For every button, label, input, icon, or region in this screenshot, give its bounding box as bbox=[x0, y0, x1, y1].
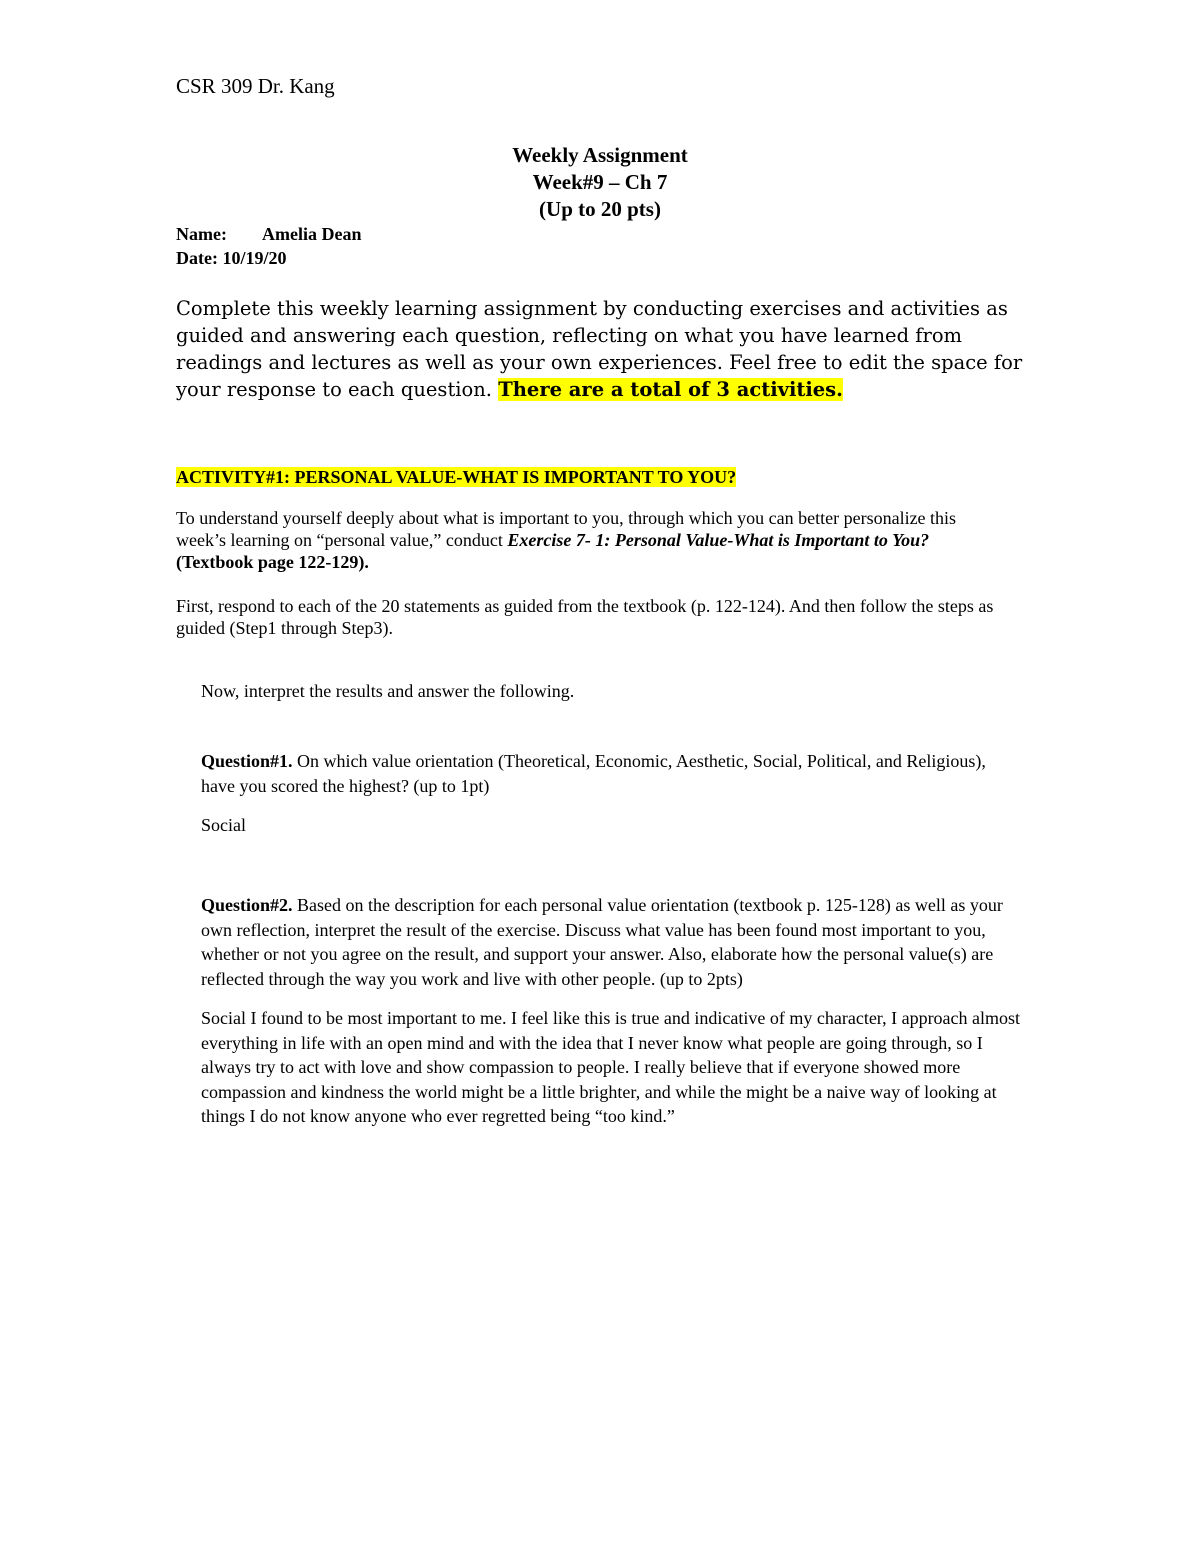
question-2 bbox=[201, 893, 1021, 991]
answer-2[interactable]: Social I found to be most important to me. I feel like this is true and indicative of my character, I approach almost everything in life with an open mind and with the idea that I never know what people are going through, so I always try to act with love and show compassion to people. I really believe that if everyone showed more compassion and kindness the world might be a little brighter, and while the might be a naive way of looking at things I do not know anyone who ever regretted being “too kind.” bbox=[201, 1008, 1021, 1126]
title-line-3: (Up to 20 pts) bbox=[539, 197, 661, 221]
activity-1-heading bbox=[176, 465, 736, 489]
exercise-title: Exercise 7- 1: Personal Value-What is Important to You? bbox=[507, 530, 930, 550]
intro-paragraph bbox=[176, 295, 1036, 403]
name-label: Name: bbox=[176, 224, 227, 244]
activity-1-steps: First, respond to each of the 20 statements as guided from the textbook (p. 122-124). And then follow the steps as guided (Step1 through Step3). bbox=[176, 596, 994, 638]
instructions-text: To understand yourself deeply about what is important to you, through which you can better personalize this week’s learning on “personal value,” conduct bbox=[176, 508, 957, 550]
answer-1[interactable]: Social bbox=[201, 815, 246, 835]
question-2-text: Based on the description for each personal value orientation (textbook p. 125-128) as well as your own reflection, interpret the result of the exercise. Discuss what value has been found most important to you, whether or not you agree on the result, and support your answer. Also, elaborate how the personal value(s) are reflected through the way you work and live with other people. (up to 2pts) bbox=[201, 895, 1003, 989]
question-1-text: On which value orientation (Theoretical, Economic, Aesthetic, Social, Political, and Religious), have you scored the highest? (up to 1pt) bbox=[201, 751, 986, 796]
activity-1-instructions bbox=[176, 507, 1006, 573]
activity-1-heading-text: ACTIVITY#1: PERSONAL VALUE-WHAT IS IMPORTANT TO YOU? bbox=[176, 467, 737, 487]
textbook-pages: (Textbook page 122-129). bbox=[176, 552, 369, 572]
date-row bbox=[176, 246, 361, 270]
title-line-2: Week#9 – Ch 7 bbox=[532, 170, 668, 194]
question-2-label: Question#2. bbox=[201, 895, 293, 915]
date-value: 10/19/20 bbox=[222, 248, 287, 268]
interpret-prompt: Now, interpret the results and answer the following. bbox=[201, 681, 575, 701]
activities-count-highlight: There are a total of 3 activities. bbox=[498, 378, 843, 401]
name-row bbox=[176, 222, 361, 246]
intro-text: Complete this weekly learning assignment by conducting exercises and activities as guided and answering each question, reflecting on what you have learned from readings and lectures as well as your own experiences. Feel free to edit the space for your response to each question. bbox=[176, 297, 1023, 401]
question-1 bbox=[201, 749, 991, 799]
name-value: Amelia Dean bbox=[262, 224, 362, 244]
date-label: Date: bbox=[176, 248, 218, 268]
title-line-1: Weekly Assignment bbox=[512, 143, 688, 167]
question-1-label: Question#1. bbox=[201, 751, 293, 771]
student-info bbox=[176, 222, 361, 270]
course-header: CSR 309 Dr. Kang bbox=[176, 74, 335, 98]
assignment-title bbox=[0, 142, 1200, 223]
